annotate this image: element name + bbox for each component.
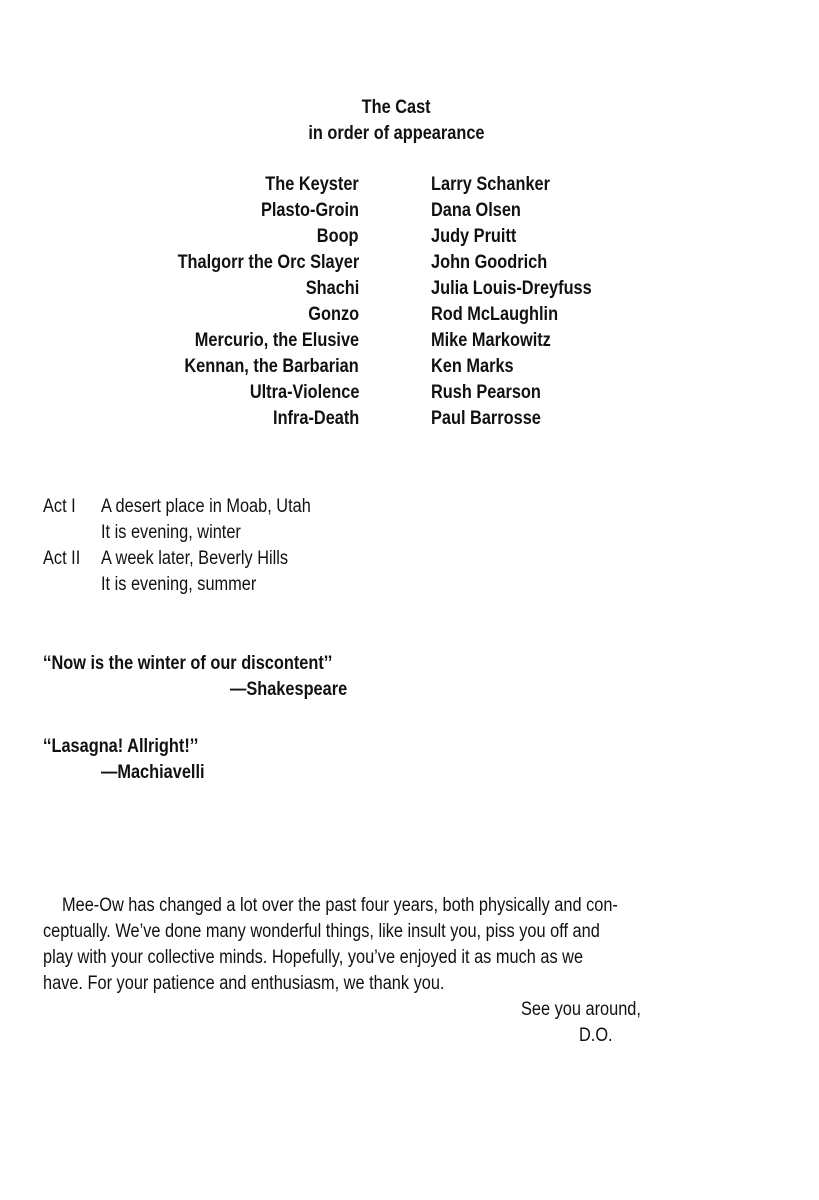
role-name: Ultra-Violence [249, 382, 359, 403]
quote-line: ‘‘Now is the winter of our discontent’’ [43, 653, 333, 674]
cast-row [0, 200, 819, 226]
actor-name: John Goodrich [431, 252, 548, 273]
cast-row [0, 252, 819, 278]
actor-name: Mike Markowitz [431, 330, 551, 351]
letter-signature [579, 1025, 618, 1051]
cast-row [0, 408, 819, 434]
letter-line [62, 895, 708, 921]
signature-text: D.O. [579, 1025, 613, 1046]
closing-text: See you around, [521, 999, 641, 1020]
cast-row [0, 174, 819, 200]
letter-closing [521, 999, 660, 1025]
actor-name: Dana Olsen [431, 200, 521, 221]
letter-text: have. For your patience and enthusiasm, we thank you. [43, 973, 445, 994]
act-label: Act II [43, 548, 81, 569]
letter-line [43, 921, 690, 947]
actor-name: Julia Louis-Dreyfuss [431, 278, 592, 299]
quote-text [43, 736, 224, 758]
actor-name: Larry Schanker [431, 174, 550, 195]
role-name: Shachi [305, 278, 359, 299]
role-name: Mercurio, the Elusive [194, 330, 359, 351]
quote-text [43, 653, 379, 675]
role-name: Thalgorr the Orc Slayer [177, 252, 359, 273]
actor-name: Paul Barrosse [431, 408, 541, 429]
letter-text: ceptually. We’ve done many wonderful things, like insult you, piss you off and [43, 921, 600, 942]
role-name: The Keyster [265, 174, 359, 195]
act-setting: A week later, Beverly Hills [101, 548, 289, 569]
attribution-line: —Shakespeare [230, 679, 348, 700]
cast-title: The Cast [361, 97, 431, 118]
actor-name: Rod McLaughlin [431, 304, 559, 325]
role-name: Boop [317, 226, 359, 247]
cast-row [0, 278, 819, 304]
quote-line: ‘‘Lasagna! Allright!’’ [43, 736, 199, 757]
actor-name: Ken Marks [431, 356, 514, 377]
cast-row [0, 304, 819, 330]
quote-attribution [101, 762, 221, 784]
act-time: It is evening, summer [101, 574, 257, 595]
cast-row [0, 356, 819, 382]
attribution-line: —Machiavelli [101, 762, 205, 783]
letter-text: play with your collective minds. Hopefully, you’ve enjoyed it as much as we [43, 947, 584, 968]
role-name: Gonzo [308, 304, 359, 325]
act-label: Act I [43, 496, 76, 517]
act-setting: A desert place in Moab, Utah [101, 496, 311, 517]
letter-line [43, 973, 510, 999]
actor-name: Rush Pearson [431, 382, 541, 403]
cast-row [0, 382, 819, 408]
letter-text: Mee-Ow has changed a lot over the past four years, both physically and con- [62, 895, 618, 916]
role-name: Plasto-Groin [260, 200, 359, 221]
role-name: Kennan, the Barbarian [184, 356, 359, 377]
role-name: Infra-Death [272, 408, 359, 429]
quote-attribution [230, 679, 366, 701]
cast-row [0, 330, 819, 356]
actor-name: Judy Pruitt [431, 226, 517, 247]
cast-subtitle: in order of appearance [307, 123, 485, 144]
cast-row [0, 226, 819, 252]
act-time: It is evening, winter [101, 522, 241, 543]
letter-line [43, 947, 671, 973]
